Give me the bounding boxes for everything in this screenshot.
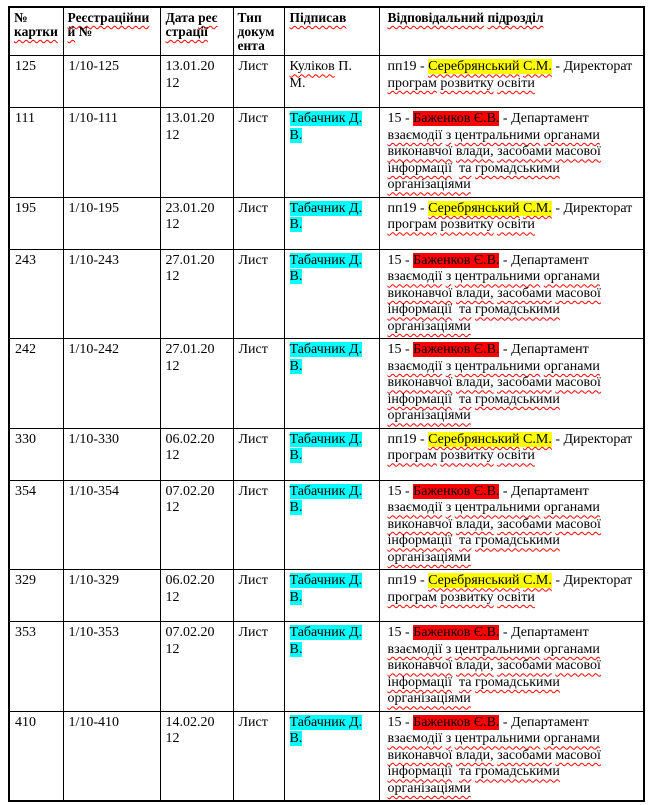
- cell-responsible-department: 15 - Баженков Є.В. - Департамент взаємодії з центральними органами виконавчої влади, засобами масової інформації та громадськими організаціями: [379, 339, 644, 429]
- cell-registration-date: 14.02.2012: [160, 711, 233, 801]
- cell-responsible-department: пп19 - Серебрянський С.М. - Директорат програм розвитку освіти: [379, 570, 644, 622]
- cell-registration-date: 07.02.2012: [160, 622, 233, 712]
- misspelled-word: Реєстраційний: [67, 10, 150, 39]
- misspelled-word: центральними: [454, 127, 541, 143]
- misspelled-word: органами: [543, 269, 600, 285]
- misspelled-word: виконавчої: [387, 658, 453, 674]
- cell-registration-number: 1/10-125: [63, 56, 160, 108]
- cell-card-number: 353: [9, 622, 63, 712]
- cell-signer: Табачник Д. В.: [284, 197, 379, 249]
- cell-registration-date: 07.02.2012: [160, 480, 233, 570]
- cell-document-type: Лист: [233, 428, 284, 480]
- misspelled-word: виконавчої: [387, 747, 453, 763]
- cell-card-number: 329: [9, 570, 63, 622]
- cell-registration-number: 1/10-111: [63, 108, 160, 198]
- misspelled-word: розвитку: [440, 448, 494, 464]
- cell-card-number: 125: [9, 56, 63, 108]
- cell-registration-number: 1/10-329: [63, 570, 160, 622]
- misspelled-word: органами: [543, 127, 600, 143]
- misspelled-word: організаціями: [387, 408, 471, 424]
- cell-responsible-department: пп19 - Серебрянський С.М. - Директорат програм розвитку освіти: [379, 56, 644, 108]
- cell-registration-date: 23.01.2012: [160, 197, 233, 249]
- misspelled-word: громадськими: [475, 533, 560, 549]
- cell-registration-number: 1/10-353: [63, 622, 160, 712]
- cell-signer: Табачник Д. В.: [284, 622, 379, 712]
- misspelled-word: масової: [555, 375, 601, 391]
- column-header-signer: [284, 7, 379, 56]
- misspelled-word: взаємодії: [387, 641, 443, 657]
- cell-registration-number: 1/10-330: [63, 428, 160, 480]
- misspelled-word: влади,: [455, 516, 494, 532]
- misspelled-word: з: [445, 500, 452, 516]
- cell-registration-number: 1/10-242: [63, 339, 160, 429]
- cell-registration-date: 27.01.2012: [160, 249, 233, 339]
- cell-responsible-department: пп19 - Серебрянський С.М. - Директорат програм розвитку освіти: [379, 428, 644, 480]
- cell-registration-date: 06.02.2012: [160, 428, 233, 480]
- misspelled-word: масової: [555, 747, 601, 763]
- misspelled-word: освіти: [497, 75, 535, 91]
- cell-document-type: Лист: [233, 570, 284, 622]
- misspelled-word: інформації: [387, 533, 452, 549]
- misspelled-word: влади,: [455, 658, 494, 674]
- misspelled-word: та: [459, 764, 472, 780]
- misspelled-word: органами: [543, 731, 600, 747]
- misspelled-word: організаціями: [387, 549, 471, 565]
- misspelled-word: громадськими: [475, 764, 560, 780]
- cell-document-type: Лист: [233, 108, 284, 198]
- misspelled-word: з: [445, 358, 452, 374]
- misspelled-word: центральними: [454, 358, 541, 374]
- table-row: [9, 480, 644, 570]
- cell-registration-number: 1/10-410: [63, 711, 160, 801]
- cell-signer: Табачник Д. В.: [284, 339, 379, 429]
- misspelled-word: С.М.: [523, 573, 552, 589]
- misspelled-word: організаціями: [387, 780, 471, 796]
- registry-table: [8, 6, 645, 802]
- table-row: [9, 570, 644, 622]
- cell-signer: Табачник Д. В.: [284, 570, 379, 622]
- cell-registration-number: 1/10-195: [63, 197, 160, 249]
- cell-document-type: Лист: [233, 622, 284, 712]
- misspelled-word: та: [459, 391, 472, 407]
- misspelled-word: виконавчої: [387, 516, 453, 532]
- misspelled-word: інформації: [387, 160, 452, 176]
- misspelled-word: інформації: [387, 674, 452, 690]
- misspelled-word: з: [445, 641, 452, 657]
- cell-signer: Куліков П. М.: [284, 56, 379, 108]
- table-row: [9, 249, 644, 339]
- misspelled-word: розвитку: [440, 217, 494, 233]
- misspelled-word: Серебрянський: [428, 431, 520, 447]
- cell-card-number: 111: [9, 108, 63, 198]
- misspelled-word: організаціями: [387, 691, 471, 707]
- cell-responsible-department: 15 - Баженков Є.В. - Департамент взаємодії з центральними органами виконавчої влади, засобами масової інформації та громадськими організаціями: [379, 249, 644, 339]
- misspelled-word: з: [445, 269, 452, 285]
- misspelled-word: влади,: [455, 144, 494, 160]
- table-row: [9, 428, 644, 480]
- misspelled-word: Підписав: [289, 10, 347, 25]
- misspelled-word: С.М.: [523, 200, 552, 216]
- misspelled-word: програм: [387, 448, 437, 464]
- column-header-card: № картки: [9, 7, 63, 56]
- misspelled-word: взаємодії: [387, 269, 443, 285]
- misspelled-word: засобами: [497, 516, 552, 532]
- misspelled-word: освіти: [497, 217, 535, 233]
- misspelled-word: картки: [14, 23, 58, 39]
- misspelled-word: та: [459, 160, 472, 176]
- misspelled-word: та: [459, 674, 472, 690]
- cell-document-type: Лист: [233, 711, 284, 801]
- misspelled-word: органами: [543, 500, 600, 516]
- misspelled-word: органами: [543, 641, 600, 657]
- cell-document-type: Лист: [233, 249, 284, 339]
- misspelled-word: органами: [543, 358, 600, 374]
- misspelled-word: Куліков: [289, 59, 335, 75]
- misspelled-word: інформації: [387, 302, 452, 318]
- misspelled-word: інформації: [387, 391, 452, 407]
- table-row: [9, 108, 644, 198]
- cell-registration-date: 06.02.2012: [160, 570, 233, 622]
- cell-document-type: Лист: [233, 56, 284, 108]
- cell-card-number: 242: [9, 339, 63, 429]
- misspelled-word: взаємодії: [387, 500, 443, 516]
- cell-registration-date: 13.01.2012: [160, 56, 233, 108]
- misspelled-word: центральними: [454, 269, 541, 285]
- misspelled-word: програм: [387, 589, 437, 605]
- cell-document-type: Лист: [233, 480, 284, 570]
- misspelled-word: засобами: [497, 747, 552, 763]
- misspelled-word: влади,: [455, 747, 494, 763]
- misspelled-word: взаємодії: [387, 358, 443, 374]
- cell-card-number: 243: [9, 249, 63, 339]
- misspelled-word: розвитку: [440, 75, 494, 91]
- cell-signer: Табачник Д. В.: [284, 711, 379, 801]
- misspelled-word: Серебрянський: [428, 200, 520, 216]
- misspelled-word: Серебрянський: [428, 573, 520, 589]
- misspelled-word: з: [445, 731, 452, 747]
- cell-registration-number: 1/10-354: [63, 480, 160, 570]
- misspelled-word: влади,: [455, 285, 494, 301]
- misspelled-word: громадськими: [475, 674, 560, 690]
- misspelled-word: виконавчої: [387, 375, 453, 391]
- misspelled-word: Відповідальний: [387, 10, 485, 25]
- table-row: [9, 711, 644, 801]
- misspelled-word: засобами: [497, 285, 552, 301]
- cell-document-type: Лист: [233, 197, 284, 249]
- misspelled-word: масової: [555, 658, 601, 674]
- misspelled-word: засобами: [497, 375, 552, 391]
- misspelled-word: програм: [387, 217, 437, 233]
- cell-document-type: Лист: [233, 339, 284, 429]
- header-row: [9, 7, 644, 56]
- column-header-type: Тип документа: [233, 7, 284, 56]
- cell-card-number: 354: [9, 480, 63, 570]
- cell-responsible-department: пп19 - Серебрянський С.М. - Директорат програм розвитку освіти: [379, 197, 644, 249]
- cell-signer: Табачник Д. В.: [284, 249, 379, 339]
- cell-signer: Табачник Д. В.: [284, 108, 379, 198]
- misspelled-word: взаємодії: [387, 731, 443, 747]
- misspelled-word: та: [459, 302, 472, 318]
- misspelled-word: масової: [555, 285, 601, 301]
- cell-card-number: 195: [9, 197, 63, 249]
- table-row: [9, 622, 644, 712]
- misspelled-word: С.М.: [523, 431, 552, 447]
- misspelled-word: реєстрації: [165, 10, 218, 39]
- misspelled-word: інформації: [387, 764, 452, 780]
- misspelled-word: громадськими: [475, 302, 560, 318]
- misspelled-word: виконавчої: [387, 285, 453, 301]
- misspelled-word: з: [445, 127, 452, 143]
- cell-registration-date: 13.01.2012: [160, 108, 233, 198]
- table-row: [9, 339, 644, 429]
- misspelled-word: громадськими: [475, 391, 560, 407]
- column-header-resp: [379, 7, 644, 56]
- cell-signer: Табачник Д. В.: [284, 428, 379, 480]
- cell-registration-date: 27.01.2012: [160, 339, 233, 429]
- misspelled-word: центральними: [454, 500, 541, 516]
- misspelled-word: підрозділ: [487, 10, 544, 25]
- cell-registration-number: 1/10-243: [63, 249, 160, 339]
- cell-card-number: 410: [9, 711, 63, 801]
- misspelled-word: засобами: [497, 144, 552, 160]
- misspelled-word: центральними: [454, 731, 541, 747]
- table-row: [9, 56, 644, 108]
- cell-responsible-department: 15 - Баженков Є.В. - Департамент взаємодії з центральними органами виконавчої влади, засобами масової інформації та громадськими організаціями: [379, 480, 644, 570]
- cell-card-number: 330: [9, 428, 63, 480]
- misspelled-word: виконавчої: [387, 144, 453, 160]
- column-header-date: Дата реєстрації: [160, 7, 233, 56]
- misspelled-word: С.М.: [523, 59, 552, 75]
- misspelled-word: організаціями: [387, 177, 471, 193]
- misspelled-word: освіти: [497, 589, 535, 605]
- misspelled-word: засобами: [497, 658, 552, 674]
- misspelled-word: масової: [555, 144, 601, 160]
- cell-signer: Табачник Д. В.: [284, 480, 379, 570]
- column-header-reg: Реєстраційний №: [63, 7, 160, 56]
- misspelled-word: програм: [387, 75, 437, 91]
- misspelled-word: центральними: [454, 641, 541, 657]
- misspelled-word: масової: [555, 516, 601, 532]
- misspelled-word: взаємодії: [387, 127, 443, 143]
- misspelled-word: громадськими: [475, 160, 560, 176]
- cell-responsible-department: 15 - Баженков Є.В. - Департамент взаємодії з центральними органами виконавчої влади, засобами масової інформації та громадськими організаціями: [379, 108, 644, 198]
- cell-responsible-department: 15 - Баженков Є.В. - Департамент взаємодії з центральними органами виконавчої влади, засобами масової інформації та громадськими організаціями: [379, 622, 644, 712]
- table-row: [9, 197, 644, 249]
- misspelled-word: освіти: [497, 448, 535, 464]
- misspelled-word: та: [459, 533, 472, 549]
- misspelled-word: влади,: [455, 375, 494, 391]
- misspelled-word: організаціями: [387, 318, 471, 334]
- misspelled-word: Серебрянський: [428, 59, 520, 75]
- cell-responsible-department: 15 - Баженков Є.В. - Департамент взаємодії з центральними органами виконавчої влади, засобами масової інформації та громадськими організаціями: [379, 711, 644, 801]
- table-body: [9, 56, 644, 802]
- misspelled-word: розвитку: [440, 589, 494, 605]
